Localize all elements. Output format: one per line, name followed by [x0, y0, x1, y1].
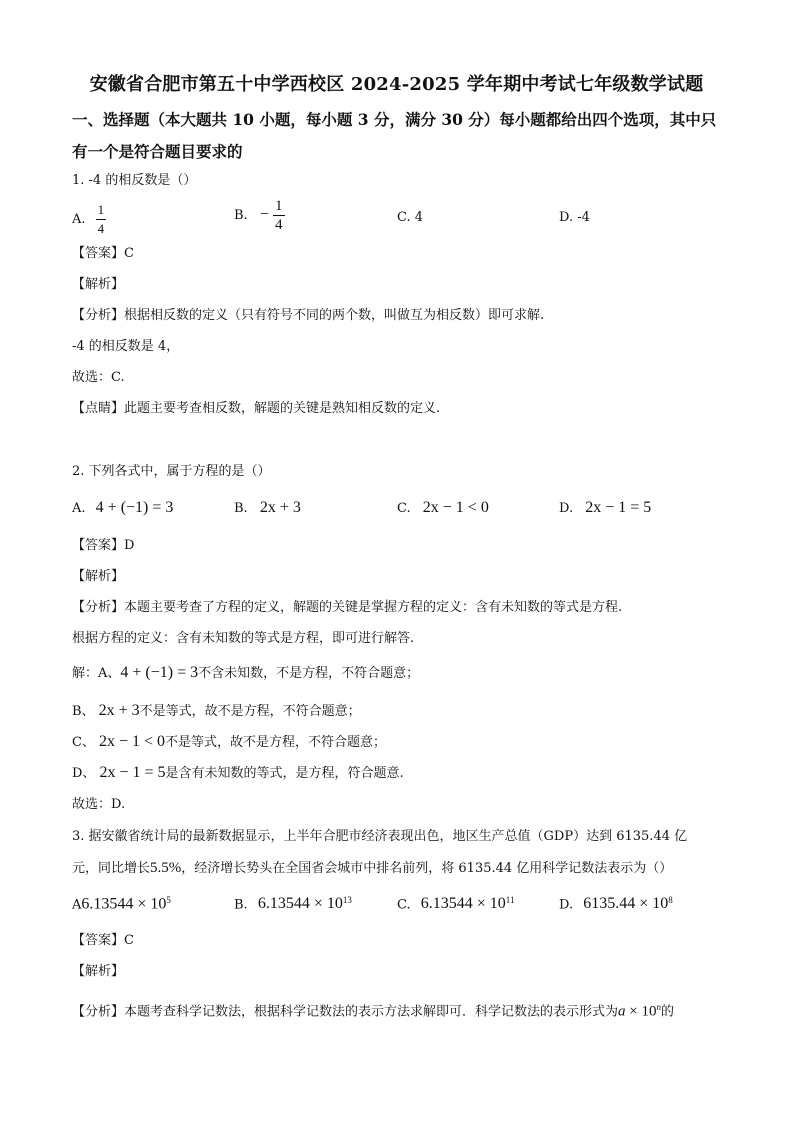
q3-option-c-base: 6.13544 × 10: [420, 895, 506, 913]
page-title: 安徽省合肥市第五十中学西校区 2024-2025 学年期中考试七年级数学试题: [89, 74, 704, 95]
q3-option-b-base: 6.13544 × 10: [257, 895, 343, 913]
q2-option-d: [559, 499, 651, 517]
q1-analysis: 【分析】根据相反数的定义（只有符号不同的两个数，叫做互为相反数）即可求解.: [72, 308, 545, 323]
q3-analysis: [72, 998, 674, 1021]
section-heading-line1: 一、选择题（本大题共 10 小题，每小题 3 分，满分 30 分）每小题都给出四个选项，其中只: [72, 110, 717, 129]
q1-option-b: [234, 197, 285, 234]
q1-option-c: C. 4: [397, 210, 424, 225]
q2-jiexi: 【解析】: [72, 569, 125, 584]
q1-option-d: D. -4: [559, 210, 590, 225]
solution-prefix: C、: [72, 735, 95, 750]
q2-option-c-expr: 2x − 1 < 0: [422, 499, 489, 516]
q3-option-a: [72, 895, 171, 913]
solution-expr: 2x − 1 = 5: [99, 764, 166, 781]
q2-solution-c: [72, 733, 386, 752]
q2-option-d-label: D.: [559, 501, 574, 516]
q2-option-d-expr: 2x − 1 = 5: [585, 499, 652, 516]
q1-comment: 【点睛】此题主要考查相反数，解题的关键是熟知相反数的定义.: [72, 401, 441, 416]
q3-option-c-label: C.: [397, 897, 411, 913]
q1-choose: 故选：C.: [72, 370, 125, 385]
analysis-var-a: a: [618, 1003, 626, 1020]
q2-answer: 【答案】D: [72, 538, 135, 553]
solution-prefix: 解：A、: [72, 666, 121, 681]
q1-option-a-label: A.: [72, 212, 86, 227]
q2-solution-a: [72, 664, 419, 683]
q3-stem-line1: 3. 据安徽省统计局的最新数据显示，上半年合肥市经济表现出色，地区生产总值（GDP）达到 6135.44 亿: [72, 829, 688, 844]
q3-option-a-exp: 5: [166, 895, 171, 905]
q3-option-b-label: B.: [234, 897, 248, 913]
q3-jiexi: 【解析】: [72, 964, 125, 979]
q1-option-b-label: B.: [234, 208, 248, 223]
analysis-exp-n: n: [656, 1002, 661, 1012]
q3-option-a-base: 6.13544 × 10: [81, 895, 167, 913]
q1-option-a: [72, 201, 106, 238]
q2-analysis: 【分析】本题主要考查了方程的定义，解题的关键是掌握方程的定义：含有未知数的等式是方程.: [72, 600, 623, 615]
solution-text: 是含有未知数的等式，是方程，符合题意.: [165, 766, 404, 781]
q2-stem: 2. 下列各式中，属于方程的是（）: [72, 464, 271, 479]
solution-text: 不是等式，故不是方程，不符合题意；: [165, 735, 387, 750]
stem-text: ，经济增长势头在全国省会城市中排名前列，将 6135.44 亿用科学记数法表示为（）: [181, 861, 673, 876]
q2-option-a-expr: 4 + (−1) = 3: [95, 499, 174, 516]
q3-option-d-exp: 8: [668, 895, 673, 905]
q2-solution-d: [72, 764, 404, 783]
q3-option-d-base: 6135.44 × 10: [583, 895, 669, 913]
q3-option-c: [397, 895, 514, 913]
q2-option-c: [397, 499, 489, 517]
stem-text: 元，同比增长: [72, 861, 151, 876]
stem-percent: 5.5%: [150, 860, 182, 876]
q2-choose: 故选：D.: [72, 797, 126, 812]
solution-expr: 4 + (−1) = 3: [120, 664, 199, 681]
solution-text: 不是等式，故不是方程，不符合题意；: [139, 704, 361, 719]
q1-stem: 1. -4 的相反数是（）: [72, 173, 197, 188]
solution-expr: 2x − 1 < 0: [98, 733, 165, 750]
fraction-numerator: 1: [96, 201, 107, 220]
q1-jiexi: 【解析】: [72, 277, 125, 292]
solution-prefix: D、: [72, 766, 96, 781]
q3-option-d-label: D.: [559, 897, 574, 913]
solution-expr: 2x + 3: [98, 702, 140, 719]
q3-option-b-exp: 13: [342, 895, 352, 905]
q2-option-b: [234, 499, 301, 517]
q3-option-a-label: A: [72, 897, 82, 913]
analysis-text: 【分析】本题考查科学记数法，根据科学记数法的表示方法求解即可．科学记数法的表示形式为: [72, 1004, 619, 1020]
q2-option-b-expr: 2x + 3: [259, 499, 301, 516]
q2-option-b-label: B.: [234, 501, 248, 516]
q1-option-b-fraction: [273, 197, 285, 234]
section-heading-line2: 有一个是符合题目要求的: [72, 142, 243, 161]
q1-option-b-sign: −: [259, 206, 269, 223]
analysis-times-ten: × 10: [625, 1003, 657, 1020]
fraction-denominator: 4: [97, 221, 105, 236]
solution-prefix: B、: [72, 704, 95, 719]
q2-definition: 根据方程的定义：含有未知数的等式是方程，即可进行解答.: [72, 631, 415, 646]
q1-answer: 【答案】C: [72, 246, 134, 261]
q1-step: -4 的相反数是 4，: [72, 339, 180, 354]
q3-answer: 【答案】C: [72, 933, 134, 948]
q3-option-c-exp: 11: [505, 895, 515, 905]
q1-option-a-fraction: [96, 201, 107, 238]
q3-stem-line2: [72, 859, 672, 878]
q2-solution-b: [72, 702, 361, 721]
solution-text: 不含未知数，不是方程，不符合题意；: [198, 666, 420, 681]
analysis-text-end: 的: [660, 1004, 674, 1020]
q2-option-a-label: A.: [72, 501, 86, 516]
q3-option-d: [559, 895, 673, 913]
q3-option-b: [234, 895, 352, 913]
q2-option-a: [72, 499, 173, 517]
fraction-denominator: 4: [275, 217, 283, 233]
fraction-numerator: 1: [275, 198, 283, 214]
q2-option-c-label: C.: [397, 501, 411, 516]
